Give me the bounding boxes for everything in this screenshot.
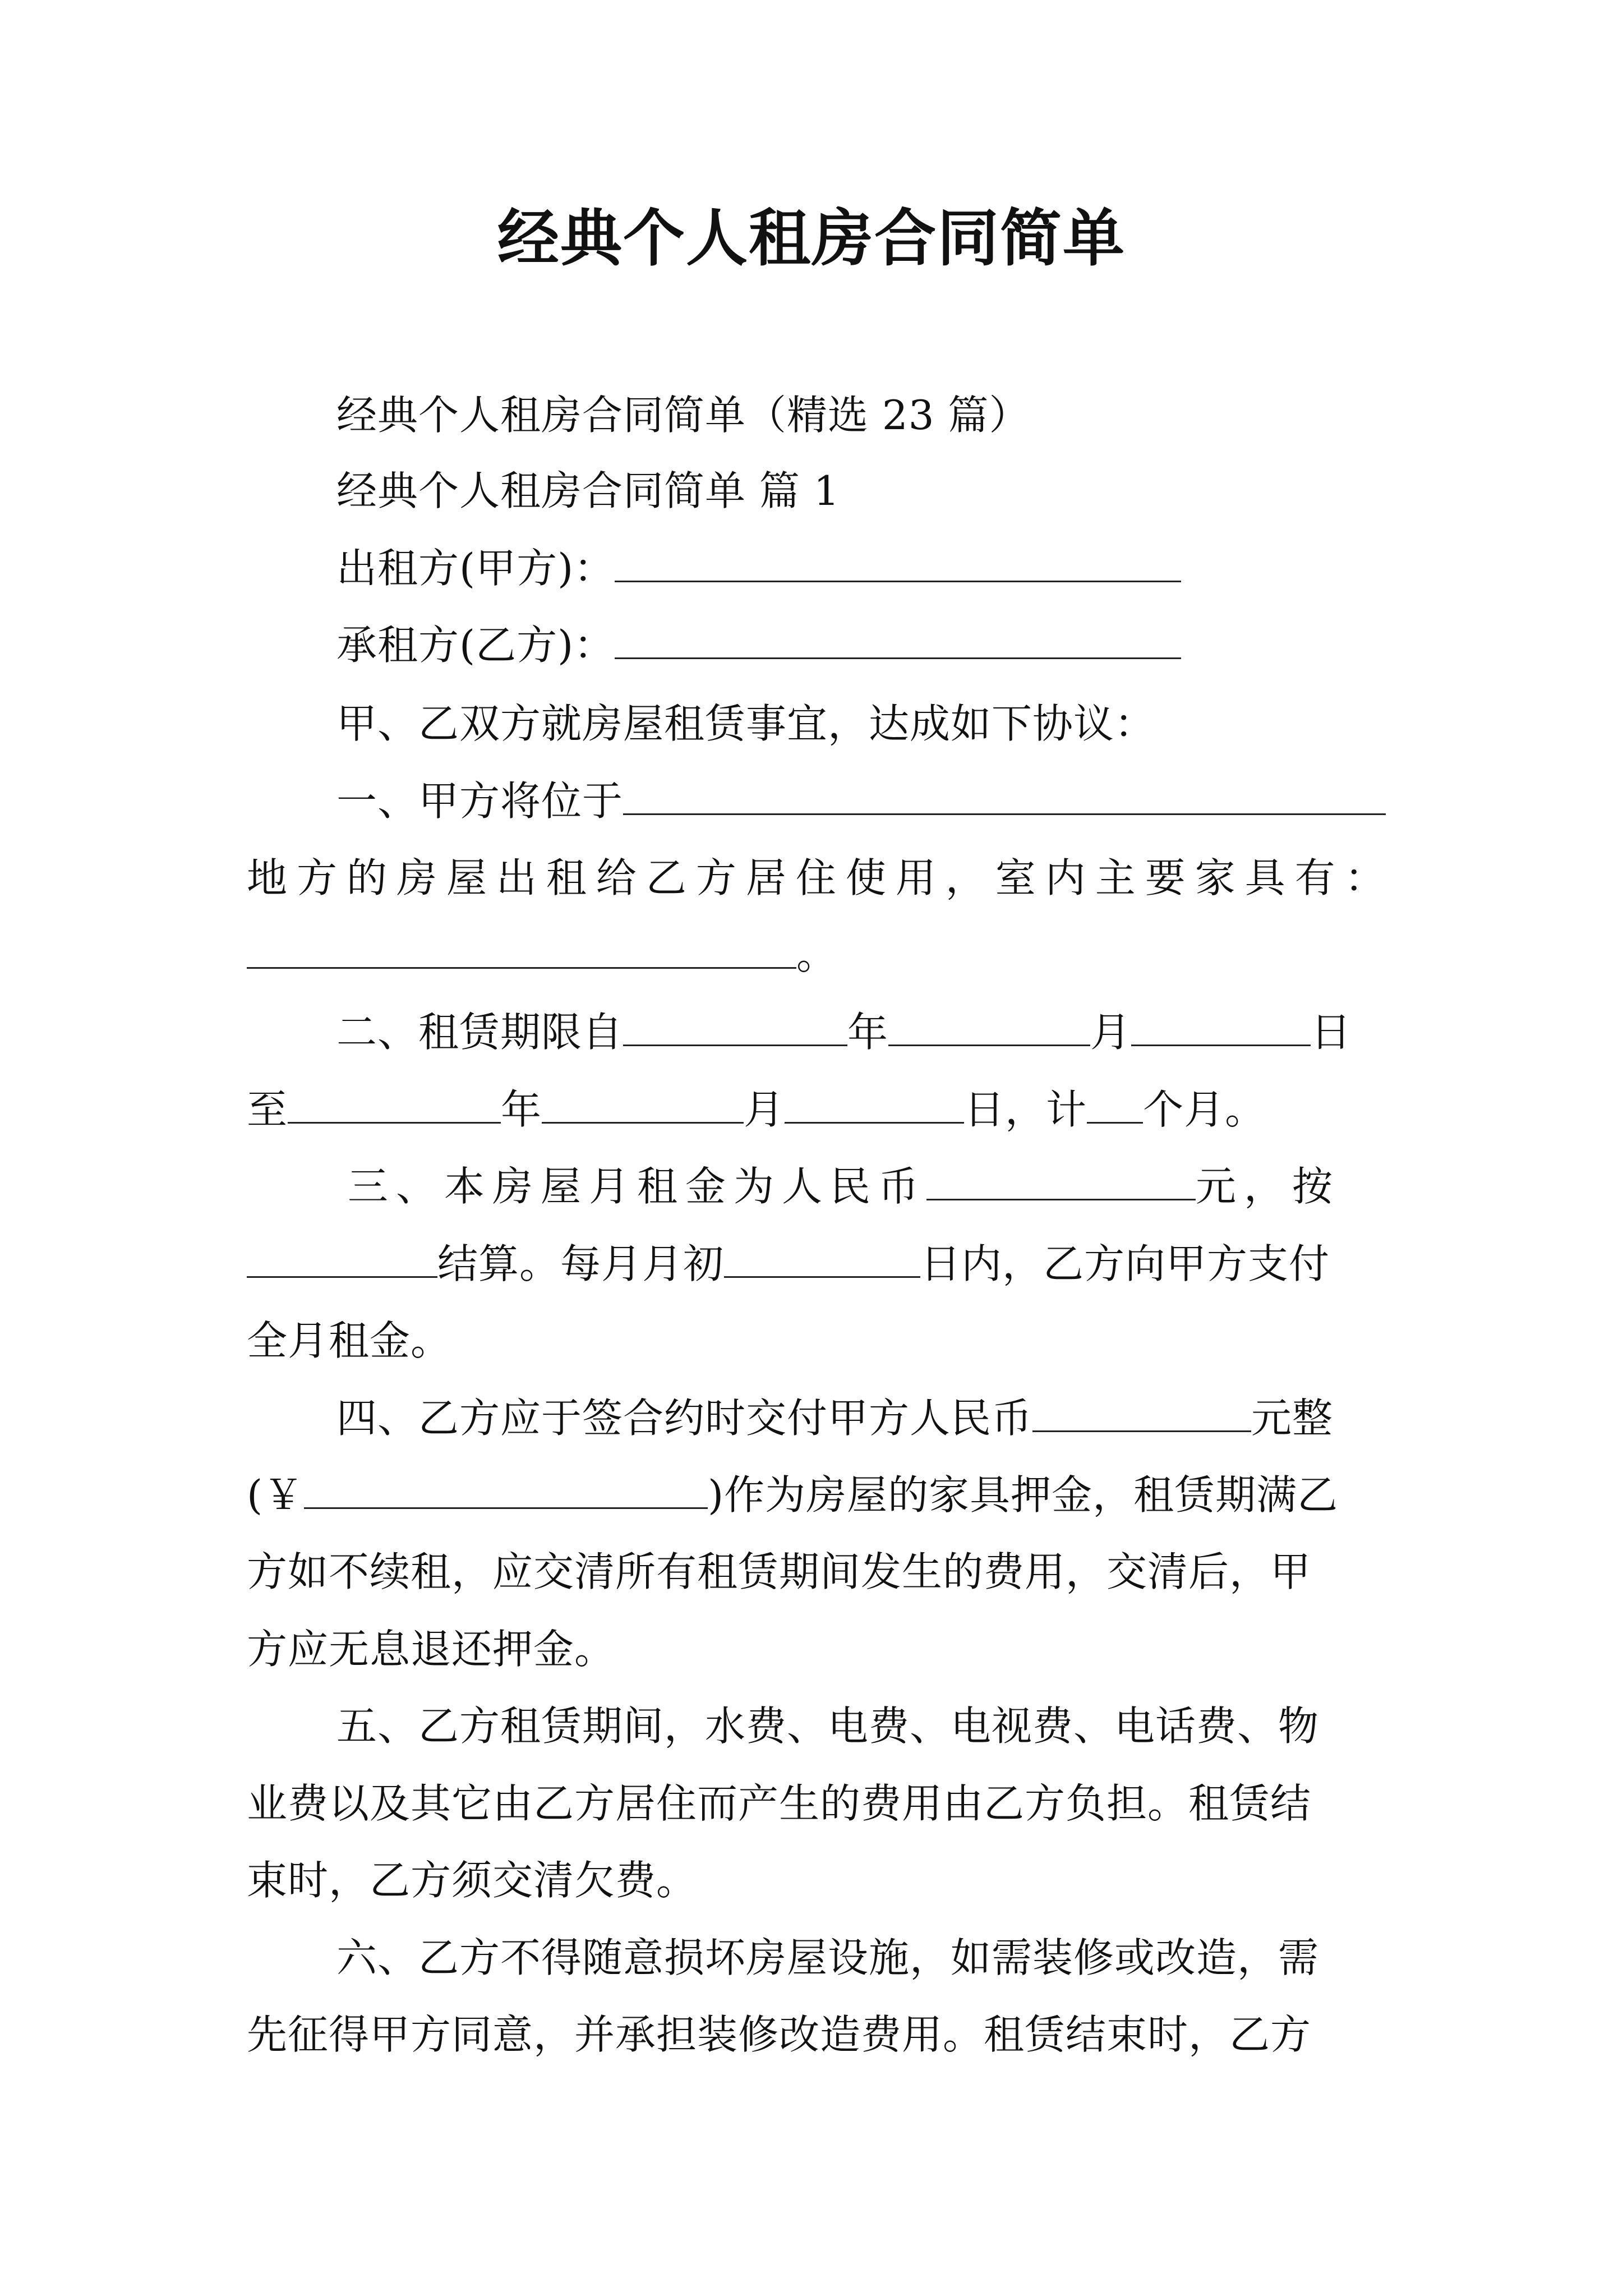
clause3-line3: 全月租金。 (247, 1317, 452, 1364)
clause4-deposit: )作为房屋的家具押金，租赁期满乙 (708, 1471, 1339, 1519)
clause3-line2 (247, 1236, 1330, 1292)
day-label: 日 (1311, 1009, 1352, 1056)
end-day-blank[interactable] (785, 1087, 964, 1124)
clause3-settle: 结算。每月月初 (437, 1240, 725, 1287)
lessor-label: 出租方(甲方)： (336, 545, 615, 592)
lessor-line (336, 540, 1181, 596)
end-year-label: 年 (501, 1086, 542, 1133)
deposit-numeric-blank[interactable] (304, 1473, 708, 1509)
clause3-yuan: 元，按 (1196, 1163, 1341, 1210)
clause3-line1 (348, 1158, 1340, 1214)
address-blank[interactable] (623, 779, 1386, 815)
deposit-amount-blank[interactable] (1032, 1396, 1251, 1432)
count-suffix: 个月。 (1143, 1086, 1266, 1133)
clause5-line3: 束时，乙方须交清欠费。 (247, 1857, 698, 1904)
payment-day-blank[interactable] (724, 1241, 920, 1278)
month-count-blank[interactable] (1087, 1087, 1143, 1124)
furniture-blank[interactable] (247, 932, 796, 969)
clause3-pay: 日内，乙方向甲方支付 (920, 1240, 1330, 1287)
section-heading: 经典个人租房合同简单 篇 1 (336, 467, 840, 514)
rent-amount-blank[interactable] (926, 1164, 1196, 1200)
clause4-line4: 方应无息退还押金。 (247, 1626, 616, 1673)
clause1-end: 。 (796, 931, 838, 978)
clause1-line2: 地 方 的 房 屋 出 租 给 乙 方 居 住 使 用 ， 室 内 主 要 家 具 有 ： (247, 854, 1385, 901)
end-year-blank[interactable] (288, 1087, 501, 1124)
clause5-line1: 五、乙方租赁期间，水费、电费、电视费、电话费、物 (336, 1703, 1320, 1750)
settlement-blank[interactable] (247, 1241, 437, 1278)
clause4-line2 (247, 1467, 1338, 1523)
agreement-intro: 甲、乙双方就房屋租赁事宜，达成如下协议： (336, 700, 1156, 747)
document-subtitle: 经典个人租房合同简单（精选 23 篇） (336, 392, 1030, 439)
clause6-line1: 六、乙方不得随意损坏房屋设施，如需装修或改造，需 (336, 1934, 1320, 1981)
to-label: 至 (247, 1086, 288, 1133)
lessee-label: 承租方(乙方)： (336, 622, 615, 669)
clause6-line2: 先征得甲方同意，并承担装修改造费用。租赁结束时，乙方 (247, 2011, 1312, 2058)
start-day-blank[interactable] (1131, 1010, 1311, 1046)
lessee-line (336, 617, 1181, 673)
lessee-blank[interactable] (615, 623, 1181, 659)
clause4-prefix: 四、乙方应于签合约时交付甲方人民币 (336, 1395, 1033, 1442)
clause5-line2: 业费以及其它由乙方居住而产生的费用由乙方负担。租赁结 (247, 1780, 1312, 1827)
clause2-prefix: 二、租赁期限自 (336, 1009, 624, 1056)
clause1-line3 (247, 927, 837, 983)
start-month-blank[interactable] (888, 1010, 1090, 1046)
start-year-blank[interactable] (623, 1010, 847, 1046)
lessor-blank[interactable] (615, 546, 1181, 582)
clause1-prefix: 一、甲方将位于 (336, 777, 624, 825)
end-month-blank[interactable] (542, 1087, 744, 1124)
clause2-line2 (247, 1082, 1266, 1138)
end-month-label: 月 (744, 1086, 785, 1133)
clause3-prefix: 三、本房屋月租金为人民币 (348, 1163, 927, 1210)
yen-open: (￥ (247, 1471, 305, 1519)
month-label: 月 (1090, 1009, 1132, 1056)
clause4-yuan: 元整 (1251, 1395, 1334, 1442)
clause1-line1 (336, 773, 1386, 829)
year-label: 年 (847, 1009, 889, 1056)
count-prefix: 日，计 (964, 1086, 1087, 1133)
document-title: 经典个人租房合同简单 (497, 203, 1126, 274)
clause4-line3: 方如不续租，应交清所有租赁期间发生的费用，交清后，甲 (247, 1548, 1312, 1595)
clause4-line1 (336, 1390, 1333, 1446)
clause2-line1 (336, 1004, 1352, 1060)
